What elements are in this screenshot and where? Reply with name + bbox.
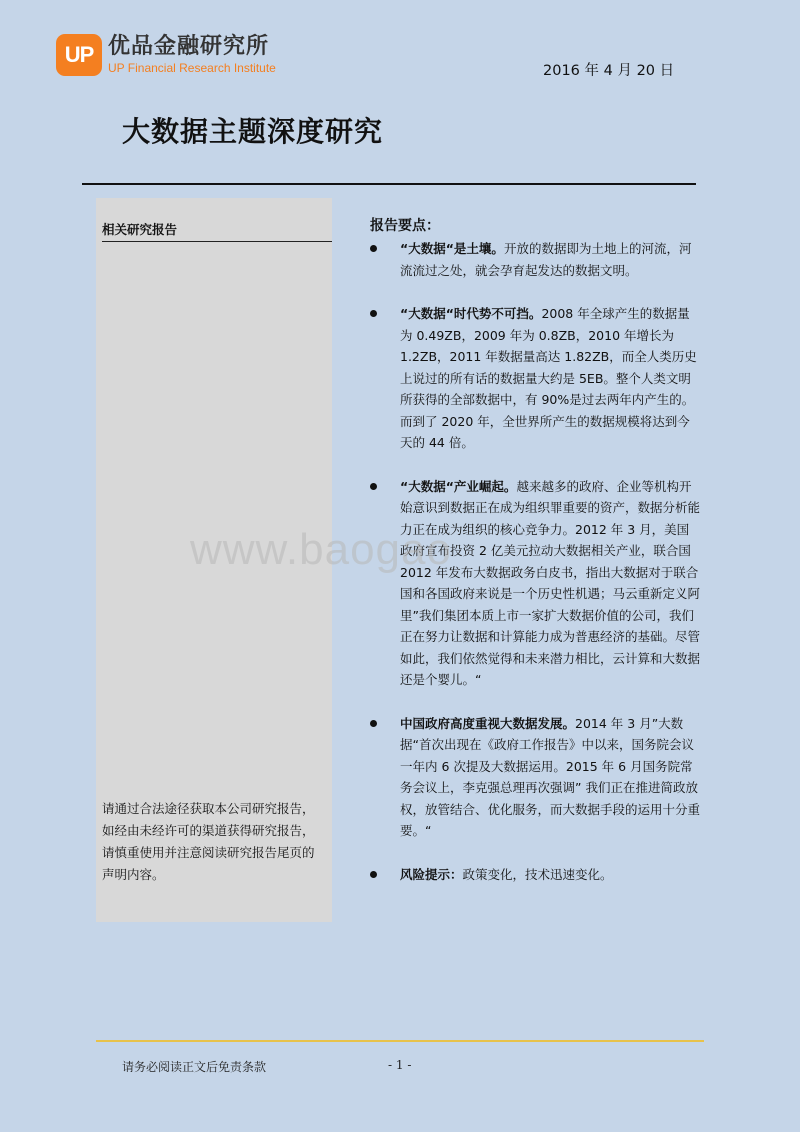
key-point — [370, 864, 700, 886]
legal-notice: 请通过合法途径获取本公司研究报告，如经由未经许可的渠道获得研究报告，请慎重使用并注意阅读研究报告尾页的声明内容。 — [102, 801, 315, 882]
bullet-icon — [370, 310, 377, 317]
key-point-lead: “大数据“产业崛起。 — [400, 478, 517, 494]
footer-divider — [96, 1040, 704, 1042]
bullet-icon — [370, 245, 377, 252]
watermark: www.baogao — [190, 525, 452, 574]
report-date: 2016 年 4 月 20 日 — [543, 63, 675, 79]
key-point — [370, 476, 700, 691]
footer-disclaimer: 请务必阅读正文后免责条款 — [122, 1060, 267, 1074]
page-number: - 1 - — [388, 1058, 412, 1072]
report-title: 大数据主题深度研究 — [122, 115, 384, 148]
key-points-heading: 报告要点： — [370, 218, 440, 234]
key-point-text: 政策变化，技术迅速变化。 — [462, 866, 613, 882]
key-point-lead: “大数据“是土壤。 — [400, 241, 504, 256]
key-point-text: 2008 年全球产生的数据量为 0.49ZB，2009 年为 0.8ZB，2010 年增长为 1.2ZB，2011 年数据量高达 1.82ZB，而全人类历史上说过的所有话的数据量大约是 5EB。整个人类文明所获得的全部数据中，有 90%是过去两年内产生的。而到了 2020 年，全世界所产生的数据规模将达到今天的 44 倍。 — [400, 306, 697, 450]
logo — [56, 34, 276, 76]
logo-mark: UP — [56, 34, 102, 76]
key-point-text: 越来越多的政府、企业等机构开始意识到数据正在成为组织罪重要的资产，数据分析能力正在成为组织的核心竞争力。2012 年 3 月，美国政府宣布投资 2 亿美元拉动大数据相关产业，联合国 2012 年发布大数据政务白皮书，指出大数据对于联合国和各国政府来说是一个历史性机遇；马云重新定义阿里”我们集团本质上市一家扩大数据价值的公司，我们正在努力让数据和计算能力成为普惠经济的基础。尽管如此，我们依然觉得和未来潜力相比，云计算和大数据还是个婴儿。“ — [400, 478, 701, 687]
bullet-icon — [370, 483, 377, 490]
key-point-lead: “大数据“时代势不可挡。 — [400, 306, 542, 321]
bullet-icon — [370, 720, 377, 727]
key-point — [370, 713, 700, 842]
logo-chinese-name: 优品金融研究所 — [108, 34, 270, 59]
title-divider — [82, 183, 696, 185]
key-point — [370, 303, 700, 454]
key-point-lead: 风险提示： — [400, 866, 463, 882]
logo-english-name: UP Financial Research Institute — [108, 61, 276, 75]
related-reports-heading: 相关研究报告 — [102, 220, 332, 242]
key-point-text: 开放的数据即为土地上的河流，河流流过之处，就会孕育起发达的数据文明。 — [400, 241, 692, 278]
bullet-icon — [370, 871, 377, 878]
key-point-text: 2014 年 3 月”大数据“首次出现在《政府工作报告》中以来，国务院会议一年内 6 次提及大数据运用。2015 年 6 月国务院常务会议上，李克强总理再次强调” 我们正在推进简政放权，放管结合、优化服务，而大数据手段的运用十分重要。“ — [400, 715, 701, 838]
key-point-lead: 中国政府高度重视大数据发展。 — [400, 715, 576, 731]
key-point — [370, 238, 700, 281]
